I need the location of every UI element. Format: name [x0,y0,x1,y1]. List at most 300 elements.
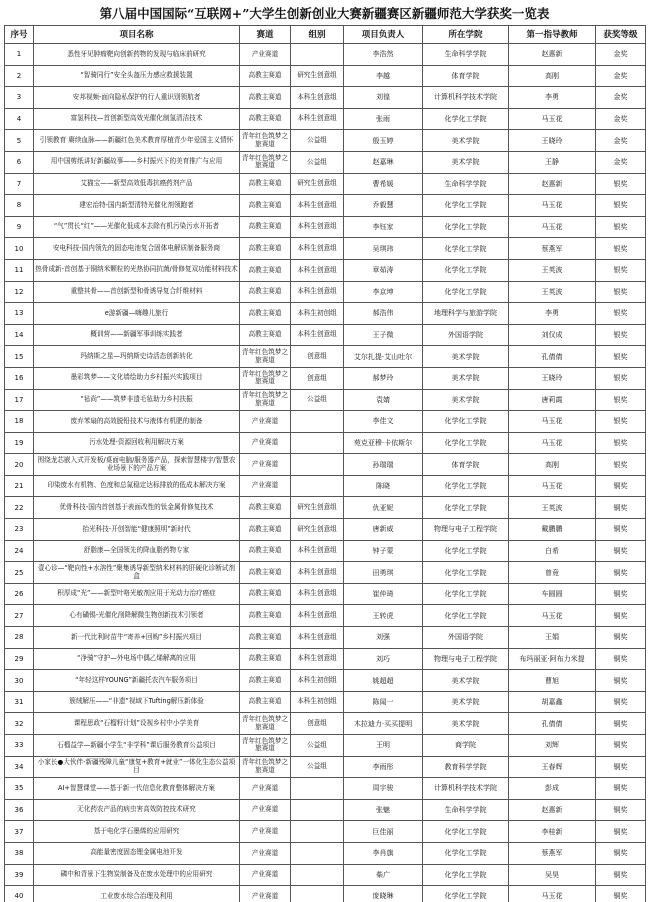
cell-college: 美术学院 [423,691,509,713]
cell-project-name: 用中国剪纸讲好新疆故事——乡村振兴下的美育推广与应用 [34,151,240,173]
cell-project-name: “净骑”守护—外电场中偶乙烯解离的应用 [34,648,240,670]
cell-track: 青年红色筑梦之旅赛道 [240,389,291,411]
cell-advisor: 王春辉 [509,756,596,778]
cell-award-level: 银奖 [596,324,646,346]
cell-group: 本科生初创组 [291,691,344,713]
cell-index: 33 [5,735,34,757]
table-row [5,540,646,562]
cell-leader: 巨佳丽 [344,821,423,843]
cell-award-level: 铜奖 [596,821,646,843]
cell-group [291,799,344,821]
cell-college: 美术学院 [423,367,509,389]
cell-award-level: 铜奖 [596,886,646,902]
cell-award-level: 银奖 [596,346,646,368]
cell-leader: 章茹涛 [344,259,423,281]
cell-project-name: 工业废水综合治理及利用 [34,886,240,902]
cell-track: 高教主赛道 [240,497,291,519]
cell-college: 地理科学与旅游学院 [423,303,509,325]
cell-leader: 乔毅慧 [344,195,423,217]
cell-index: 26 [5,583,34,605]
cell-advisor: 马玉花 [509,475,596,497]
cell-advisor: 高刚 [509,65,596,87]
cell-project-name: 小家长●大伙伴-新疆残障儿童“康复+教育+就业”一体化生态公益项目 [34,756,240,778]
cell-group: 本科生创意组 [291,605,344,627]
cell-advisor: 胡嘉鑫 [509,691,596,713]
cell-project-name: 污水处理-资源回收利用解决方案 [34,432,240,454]
cell-leader: 仇亚妮 [344,497,423,519]
cell-college: 美术学院 [423,389,509,411]
cell-college: 计算机科学技术学院 [423,778,509,800]
cell-project-name: 安电科技-国内领先的固态电池复合固体电解质制备服务商 [34,238,240,260]
cell-project-name: 壹心诊—“靶向性+水溶性”聚集诱导新型纳米材料的肝硬化诊断试剂盒 [34,562,240,584]
cell-project-name: e游新疆—嗨趣儿旅行 [34,303,240,325]
table-row [5,238,646,260]
cell-award-level: 铜奖 [596,864,646,886]
cell-award-level: 铜奖 [596,799,646,821]
cell-track: 高教主赛道 [240,691,291,713]
cell-award-level: 铜奖 [596,583,646,605]
cell-award-level: 银奖 [596,389,646,411]
cell-group: 本科生创意组 [291,216,344,238]
cell-college: 生命科学学院 [423,173,509,195]
cell-award-level: 金奖 [596,151,646,173]
table-row [5,324,646,346]
cell-award-level: 铜奖 [596,713,646,735]
cell-track: 产业赛道 [240,842,291,864]
cell-track: 高教主赛道 [240,108,291,130]
cell-track: 高教主赛道 [240,648,291,670]
cell-group: 创意组 [291,367,344,389]
table-body [5,44,646,902]
table-row [5,519,646,541]
cell-advisor: 孔倩倩 [509,713,596,735]
table-row [5,778,646,800]
cell-leader: 木拉迪力·买买提明 [344,713,423,735]
cell-leader: 刘徨 [344,87,423,109]
award-table [4,25,646,902]
cell-leader: 李钰家 [344,216,423,238]
cell-advisor: 马玉花 [509,411,596,433]
table-row [5,173,646,195]
cell-award-level: 铜奖 [596,842,646,864]
cell-project-name: 围绕龙芯嵌入式开发板/桌面电脑/服务器产品，探索智慧楼宇/智慧农业场景下的产品方案 [34,454,240,476]
cell-leader: 周宇骏 [344,778,423,800]
cell-award-level: 银奖 [596,195,646,217]
cell-index: 16 [5,367,34,389]
cell-group [291,886,344,902]
cell-award-level: 银奖 [596,454,646,476]
cell-project-name: 新一代比利时苗牛“寄养+回购”乡村振兴项目 [34,627,240,649]
cell-advisor: 蔡燕军 [509,842,596,864]
cell-index: 28 [5,627,34,649]
cell-leader: 王子微 [344,324,423,346]
cell-group: 本科生创意组 [291,324,344,346]
table-row [5,475,646,497]
cell-award-level: 银奖 [596,432,646,454]
cell-college: 美术学院 [423,346,509,368]
cell-track: 产业赛道 [240,411,291,433]
cell-advisor: 李勇 [509,87,596,109]
table-row [5,303,646,325]
table-row [5,583,646,605]
cell-track: 高教主赛道 [240,216,291,238]
cell-advisor: 马玉花 [509,108,596,130]
cell-index: 40 [5,886,34,902]
cell-leader: 陈闻一 [344,691,423,713]
cell-advisor: 吴昊 [509,864,596,886]
table-row [5,151,646,173]
table-row [5,281,646,303]
cell-project-name: 基于电化学石墨烯的应用研究 [34,821,240,843]
cell-award-level: 银奖 [596,281,646,303]
cell-index: 11 [5,259,34,281]
cell-track: 高教主赛道 [240,281,291,303]
cell-group [291,778,344,800]
cell-award-level: 铜奖 [596,519,646,541]
table-row [5,367,646,389]
cell-award-level: 银奖 [596,259,646,281]
cell-index: 10 [5,238,34,260]
cell-project-name: 富氢科技—首创新型高效光催化制氢清洁技术 [34,108,240,130]
cell-index: 24 [5,540,34,562]
cell-leader: 袁婧 [344,389,423,411]
cell-leader: 郝浩伟 [344,303,423,325]
cell-group: 本科生创意组 [291,281,344,303]
cell-award-level: 铜奖 [596,648,646,670]
cell-advisor: 王静 [509,151,596,173]
table-row [5,87,646,109]
cell-advisor: 马玉花 [509,216,596,238]
cell-project-name: 高能量密度固态锂金属电池开发 [34,842,240,864]
cell-college: 体育学院 [423,454,509,476]
cell-advisor: 王英波 [509,497,596,519]
cell-project-name: 艾猫宝——新型高效低毒抗癌药剂产品 [34,173,240,195]
cell-advisor: 王娟 [509,627,596,649]
cell-index: 4 [5,108,34,130]
cell-index: 23 [5,519,34,541]
table-row [5,648,646,670]
cell-college: 体育学院 [423,65,509,87]
cell-award-level: 银奖 [596,367,646,389]
cell-advisor: 布玛丽亚·阿布力米提 [509,648,596,670]
cell-advisor: 孔倩倩 [509,346,596,368]
cell-leader: 张雨 [344,108,423,130]
cell-index: 32 [5,713,34,735]
cell-advisor: 马玉花 [509,195,596,217]
cell-college: 化学化工学院 [423,605,509,627]
cell-project-name: 舒脂康—全国领先的降血脂药物专家 [34,540,240,562]
cell-leader: 殷玉婷 [344,130,423,152]
cell-track: 高教主赛道 [240,670,291,692]
cell-award-level: 铜奖 [596,756,646,778]
cell-track: 青年红色筑梦之旅赛道 [240,151,291,173]
cell-project-name: 课程思政“石榴籽计划”设视乡村中小学美育 [34,713,240,735]
cell-college: 生命科学学院 [423,799,509,821]
cell-leader: 刘巧 [344,648,423,670]
cell-college: 外国语学院 [423,324,509,346]
cell-college: 化学化工学院 [423,562,509,584]
cell-college: 物理与电子工程学院 [423,648,509,670]
header-group: 组别 [291,26,344,44]
table-row [5,713,646,735]
cell-index: 39 [5,864,34,886]
cell-index: 15 [5,346,34,368]
cell-college: 化学化工学院 [423,821,509,843]
cell-project-name: 簇绒解压——“非遗”视域下Tufting解压新体验 [34,691,240,713]
cell-index: 21 [5,475,34,497]
cell-group: 研究生创意组 [291,173,344,195]
table-row [5,44,646,66]
cell-leader: 刘强 [344,627,423,649]
cell-college: 美术学院 [423,713,509,735]
cell-leader: 曹希媛 [344,173,423,195]
table-row [5,670,646,692]
cell-track: 高教主赛道 [240,627,291,649]
cell-leader: 王明 [344,735,423,757]
cell-leader: 孙瑞瑞 [344,454,423,476]
cell-college: 美术学院 [423,130,509,152]
cell-college: 生命科学学院 [423,44,509,66]
cell-advisor: 曹旭 [509,670,596,692]
table-row [5,562,646,584]
cell-track: 青年红色筑梦之旅赛道 [240,735,291,757]
cell-advisor: 蔡燕军 [509,238,596,260]
cell-advisor: 高刚 [509,454,596,476]
cell-advisor: 赵惠新 [509,44,596,66]
cell-leader: 李肖旗 [344,842,423,864]
cell-college: 化学化工学院 [423,411,509,433]
cell-track: 高教主赛道 [240,540,291,562]
cell-advisor: 王晓玲 [509,367,596,389]
cell-advisor: 马玉花 [509,605,596,627]
cell-award-level: 铜奖 [596,778,646,800]
cell-leader: 姚超超 [344,670,423,692]
cell-leader: 唐新威 [344,519,423,541]
header-track: 赛道 [240,26,291,44]
header-advisor: 第一指导教师 [509,26,596,44]
cell-track: 高教主赛道 [240,87,291,109]
cell-track: 青年红色筑梦之旅赛道 [240,713,291,735]
cell-award-level: 金奖 [596,108,646,130]
cell-index: 1 [5,44,34,66]
table-row [5,799,646,821]
cell-group: 本科生创意组 [291,108,344,130]
cell-project-name: 玛纳斯之星—玛纳斯史诗活态创新转化 [34,346,240,368]
cell-college: 化学化工学院 [423,842,509,864]
cell-college: 外国语学院 [423,627,509,649]
cell-group: 研究生创意组 [291,497,344,519]
cell-award-level: 银奖 [596,238,646,260]
cell-leader: 庞晓琳 [344,886,423,902]
cell-index: 7 [5,173,34,195]
cell-group [291,864,344,886]
cell-college: 教育科学学院 [423,756,509,778]
cell-leader: 李雨彤 [344,756,423,778]
cell-index: 6 [5,151,34,173]
cell-index: 5 [5,130,34,152]
cell-index: 14 [5,324,34,346]
cell-index: 38 [5,842,34,864]
table-row [5,454,646,476]
table-row [5,691,646,713]
cell-group: 本科生创意组 [291,627,344,649]
cell-index: 20 [5,454,34,476]
cell-group: 本科生初创组 [291,303,344,325]
cell-index: 19 [5,432,34,454]
cell-award-level: 银奖 [596,411,646,433]
cell-advisor: 李桂新 [509,821,596,843]
cell-index: 30 [5,670,34,692]
cell-track: 产业赛道 [240,44,291,66]
table-row [5,432,646,454]
cell-project-name: 悉性牙见肿瘤靶向创新药物的发现与临床前研究 [34,44,240,66]
cell-advisor: 白希 [509,540,596,562]
cell-college: 化学化工学院 [423,195,509,217]
table-row [5,497,646,519]
cell-track: 产业赛道 [240,778,291,800]
cell-track: 高教主赛道 [240,65,291,87]
cell-index: 37 [5,821,34,843]
cell-group [291,821,344,843]
cell-group: 研究生创意组 [291,519,344,541]
cell-college: 美术学院 [423,151,509,173]
table-row [5,864,646,886]
cell-track: 高教主赛道 [240,303,291,325]
cell-advisor: 王英波 [509,281,596,303]
cell-project-name: 废弃苯扇的高效脱铅技术与液体有机肥的制备 [34,411,240,433]
table-row [5,756,646,778]
cell-track: 高教主赛道 [240,605,291,627]
cell-index: 22 [5,497,34,519]
cell-index: 17 [5,389,34,411]
cell-index: 12 [5,281,34,303]
cell-project-name: 印染废水有机物、色度和总氮稳定达标排放的低成本解决方案 [34,475,240,497]
cell-index: 36 [5,799,34,821]
cell-track: 青年红色筑梦之旅赛道 [240,756,291,778]
cell-leader: 李越 [344,65,423,87]
cell-track: 青年红色筑梦之旅赛道 [240,367,291,389]
header-leader: 项目负责人 [344,26,423,44]
cell-index: 2 [5,65,34,87]
cell-track: 高教主赛道 [240,324,291,346]
cell-award-level: 铜奖 [596,497,646,519]
cell-leader: 李京坤 [344,281,423,303]
cell-track: 高教主赛道 [240,238,291,260]
cell-college: 化学化工学院 [423,281,509,303]
cell-advisor: 王晓玲 [509,130,596,152]
cell-award-level: 铜奖 [596,735,646,757]
cell-advisor: 刘仅成 [509,324,596,346]
cell-leader: 赵嘉琳 [344,151,423,173]
cell-project-name: 心有磺锡-光催化削降解微生物创新技术引领者 [34,605,240,627]
cell-college: 化学化工学院 [423,238,509,260]
table-row [5,346,646,368]
cell-group [291,432,344,454]
cell-index: 29 [5,648,34,670]
cell-college: 化学化工学院 [423,583,509,605]
table-row [5,821,646,843]
table-row [5,259,646,281]
cell-award-level: 铜奖 [596,562,646,584]
cell-group: 本科生创意组 [291,648,344,670]
cell-advisor: 赵惠新 [509,799,596,821]
cell-award-level: 铜奖 [596,691,646,713]
cell-project-name: 石榴益学—新疆小学生“非学科”课后服务教育公益项目 [34,735,240,757]
cell-group: 本科生创意组 [291,195,344,217]
cell-project-name: “气”贯长“红”——光催化低成本去除有机污染污水开拓者 [34,216,240,238]
cell-track: 产业赛道 [240,454,291,476]
header-project-name: 项目名称 [34,26,240,44]
cell-project-name: 引领教育 赓续血脉——新疆红色美术教育厚植青少年爱国主义情怀 [34,130,240,152]
cell-project-name: 概训营——新疆军事训练实践者 [34,324,240,346]
cell-award-level: 银奖 [596,303,646,325]
cell-track: 高教主赛道 [240,519,291,541]
cell-group: 公益组 [291,735,344,757]
cell-index: 18 [5,411,34,433]
cell-group [291,475,344,497]
cell-project-name: 安邦视频-面向隐私保护的行人重识别领航者 [34,87,240,109]
cell-leader: 陈晓 [344,475,423,497]
cell-group: 公益组 [291,151,344,173]
cell-advisor: 李勇 [509,303,596,325]
table-row [5,842,646,864]
table-row [5,886,646,902]
table-row [5,108,646,130]
cell-group: 创意组 [291,713,344,735]
cell-leader: 郝梦玲 [344,367,423,389]
cell-leader: 崔仲琦 [344,583,423,605]
table-header-row [5,26,646,44]
cell-project-name: 热骨成新-首创基于铜纳米颗粒的光热协同抗菌/骨修复双功能材料技术 [34,259,240,281]
cell-college: 化学化工学院 [423,216,509,238]
cell-leader: 王转虎 [344,605,423,627]
cell-track: 产业赛道 [240,799,291,821]
cell-advisor: 马玉花 [509,432,596,454]
cell-track: 青年红色筑梦之旅赛道 [240,130,291,152]
cell-index: 8 [5,195,34,217]
cell-college: 化学化工学院 [423,259,509,281]
table-row [5,735,646,757]
cell-group: 本科生创意组 [291,583,344,605]
cell-award-level: 银奖 [596,216,646,238]
table-row [5,627,646,649]
cell-track: 青年红色筑梦之旅赛道 [240,346,291,368]
cell-leader: 李佳文 [344,411,423,433]
cell-leader: 柴广 [344,864,423,886]
cell-index: 27 [5,605,34,627]
cell-index: 9 [5,216,34,238]
cell-college: 物理与电子工程学院 [423,519,509,541]
cell-group [291,454,344,476]
cell-index: 34 [5,756,34,778]
cell-track: 产业赛道 [240,864,291,886]
header-college: 所在学院 [423,26,509,44]
cell-index: 3 [5,87,34,109]
table-row [5,195,646,217]
cell-advisor: 车圆圆 [509,583,596,605]
cell-project-name: 优骨科技-国内首创基于表面改性的钛金属骨修复技术 [34,497,240,519]
cell-project-name: 积厚成“光”——新型叶咯光敏剂应用于光动力治疗癌症 [34,583,240,605]
cell-advisor: 王英波 [509,259,596,281]
cell-award-level: 银奖 [596,173,646,195]
header-award-level: 获奖等级 [596,26,646,44]
cell-group: 本科生创意组 [291,87,344,109]
cell-track: 产业赛道 [240,886,291,902]
cell-leader: 张魅 [344,799,423,821]
cell-advisor: 彭成 [509,778,596,800]
cell-advisor: 马玉花 [509,886,596,902]
cell-award-level: 铜奖 [596,670,646,692]
